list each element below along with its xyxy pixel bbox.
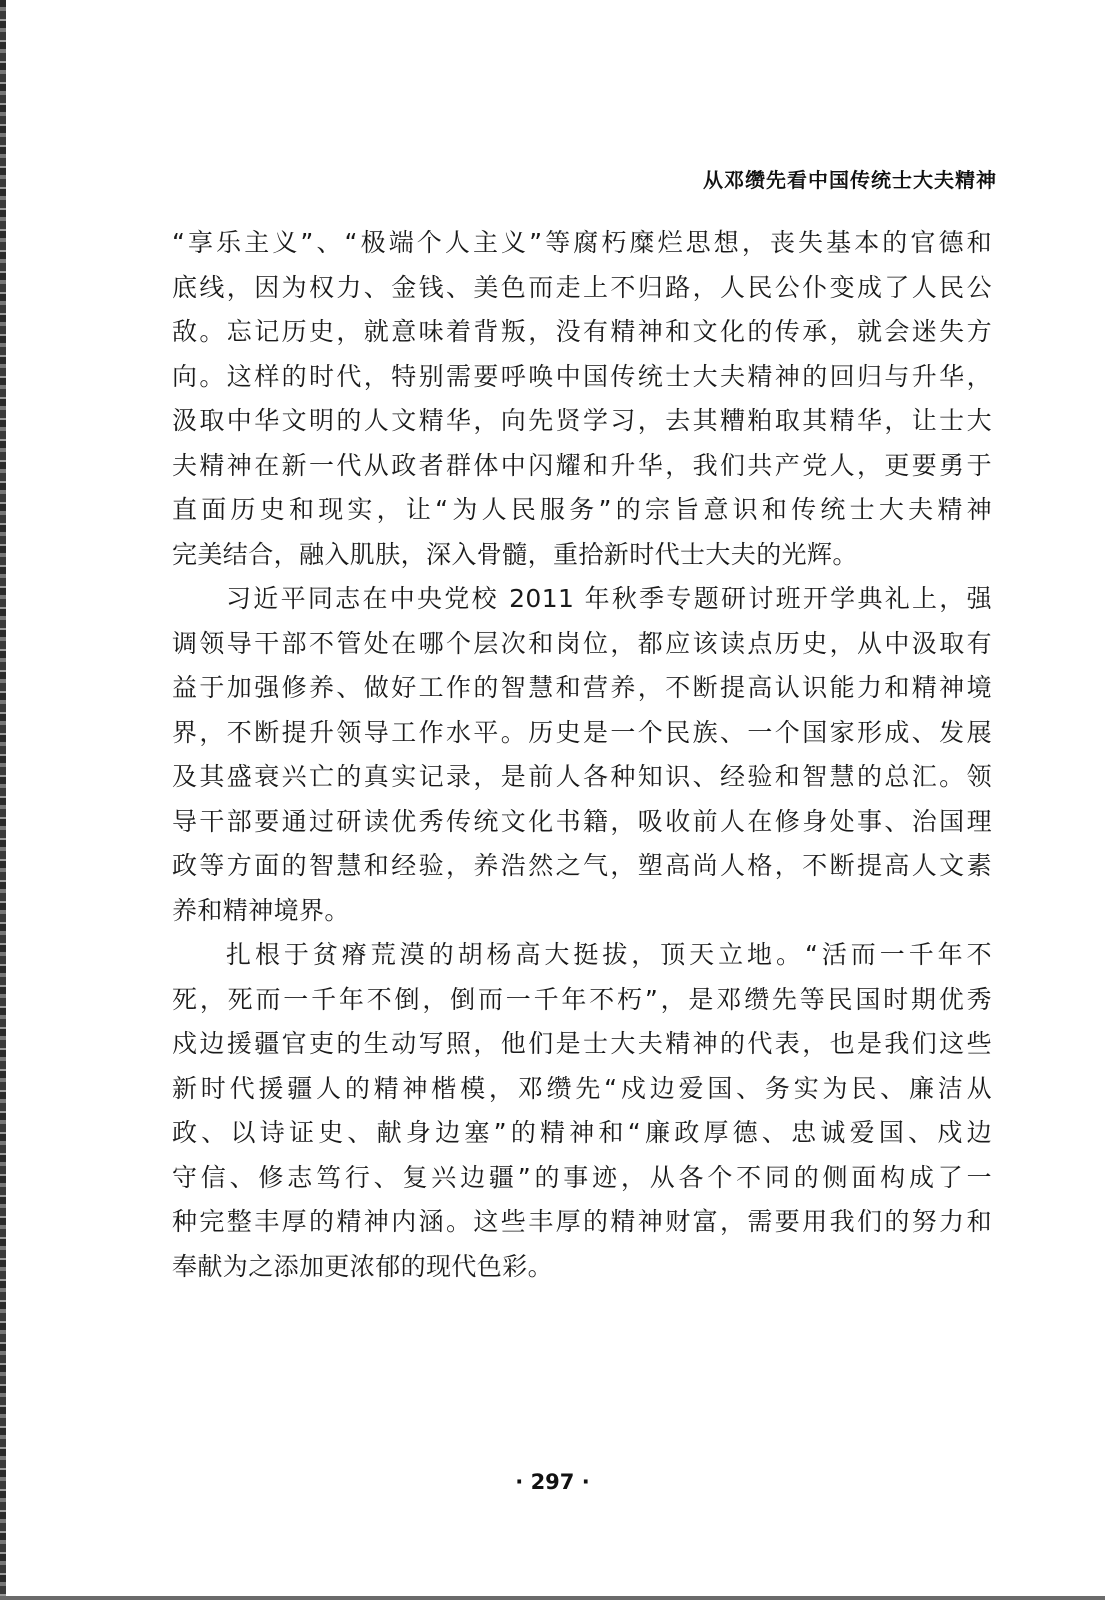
text-line: 底线，因为权力、金钱、美色而走上不归路，人民公仆变成了人民公 (172, 272, 992, 302)
text-line: 夫精神在新一代从政者群体中闪耀和升华，我们共产党人，更要勇于 (172, 450, 992, 480)
page-number: · 297 · (515, 1470, 590, 1494)
body-text (172, 221, 992, 1289)
text-line: 戍边援疆官吏的生动写照，他们是士大夫精神的代表，也是我们这些 (172, 1029, 992, 1058)
text-line: 敌。忘记历史，就意味着背叛，没有精神和文化的传承，就会迷失方 (172, 317, 992, 346)
text-line: “享乐主义”、“极端个人主义”等腐朽糜烂思想，丧失基本的官德和 (172, 228, 992, 257)
text-line: 界，不断提升领导工作水平。历史是一个民族、一个国家形成、发展 (172, 717, 992, 747)
text-line: 养和精神境界。 (172, 895, 350, 925)
scanned-page-edge (0, 0, 6, 1600)
text-line: 调领导干部不管处在哪个层次和岗位，都应该读点历史，从中汲取有 (172, 628, 992, 658)
text-line: 守信、修志笃行、复兴边疆”的事迹，从各个不同的侧面构成了一 (172, 1162, 992, 1192)
paragraph-first-line: 习近平同志在中央党校 2011 年秋季专题研讨班开学典礼上，强 (226, 584, 992, 613)
text-line: 益于加强修养、做好工作的智慧和营养，不断提高认识能力和精神境 (172, 673, 992, 702)
text-line: 死，死而一千年不倒，倒而一千年不朽”，是邓缵先等民国时期优秀 (172, 984, 992, 1014)
text-line: 政等方面的智慧和经验，养浩然之气，塑高尚人格，不断提高人文素 (172, 851, 992, 880)
text-line: 向。这样的时代，特别需要呼唤中国传统士大夫精神的回归与升华， (172, 361, 992, 391)
text-line: 汲取中华文明的人文精华，向先贤学习，去其糟粕取其精华，让士大 (172, 406, 992, 435)
text-line: 直面历史和现实，让“为人民服务”的宗旨意识和传统士大夫精神 (172, 495, 992, 524)
scanned-bottom-edge (0, 1596, 1105, 1600)
text-line: 种完整丰厚的精神内涵。这些丰厚的精神财富，需要用我们的努力和 (172, 1207, 992, 1236)
running-head: 从邓缵先看中国传统士大夫精神 (703, 168, 997, 192)
paragraph-first-line: 扎根于贫瘠荒漠的胡杨高大挺拔，顶天立地。“活而一千年不 (226, 940, 992, 969)
text-line: 新时代援疆人的精神楷模，邓缵先“戍边爱国、务实为民、廉洁从 (172, 1073, 992, 1103)
text-line: 及其盛衰兴亡的真实记录，是前人各种知识、经验和智慧的总汇。领 (172, 762, 992, 791)
text-line: 导干部要通过研读优秀传统文化书籍，吸收前人在修身处事、治国理 (172, 806, 992, 836)
text-line: 奉献为之添加更浓郁的现代色彩。 (172, 1251, 554, 1281)
text-line: 完美结合，融入肌肤，深入骨髓，重拾新时代士大夫的光辉。 (172, 539, 858, 569)
text-line: 政、以诗证史、献身边塞”的精神和“廉政厚德、忠诚爱国、戍边 (172, 1118, 992, 1147)
